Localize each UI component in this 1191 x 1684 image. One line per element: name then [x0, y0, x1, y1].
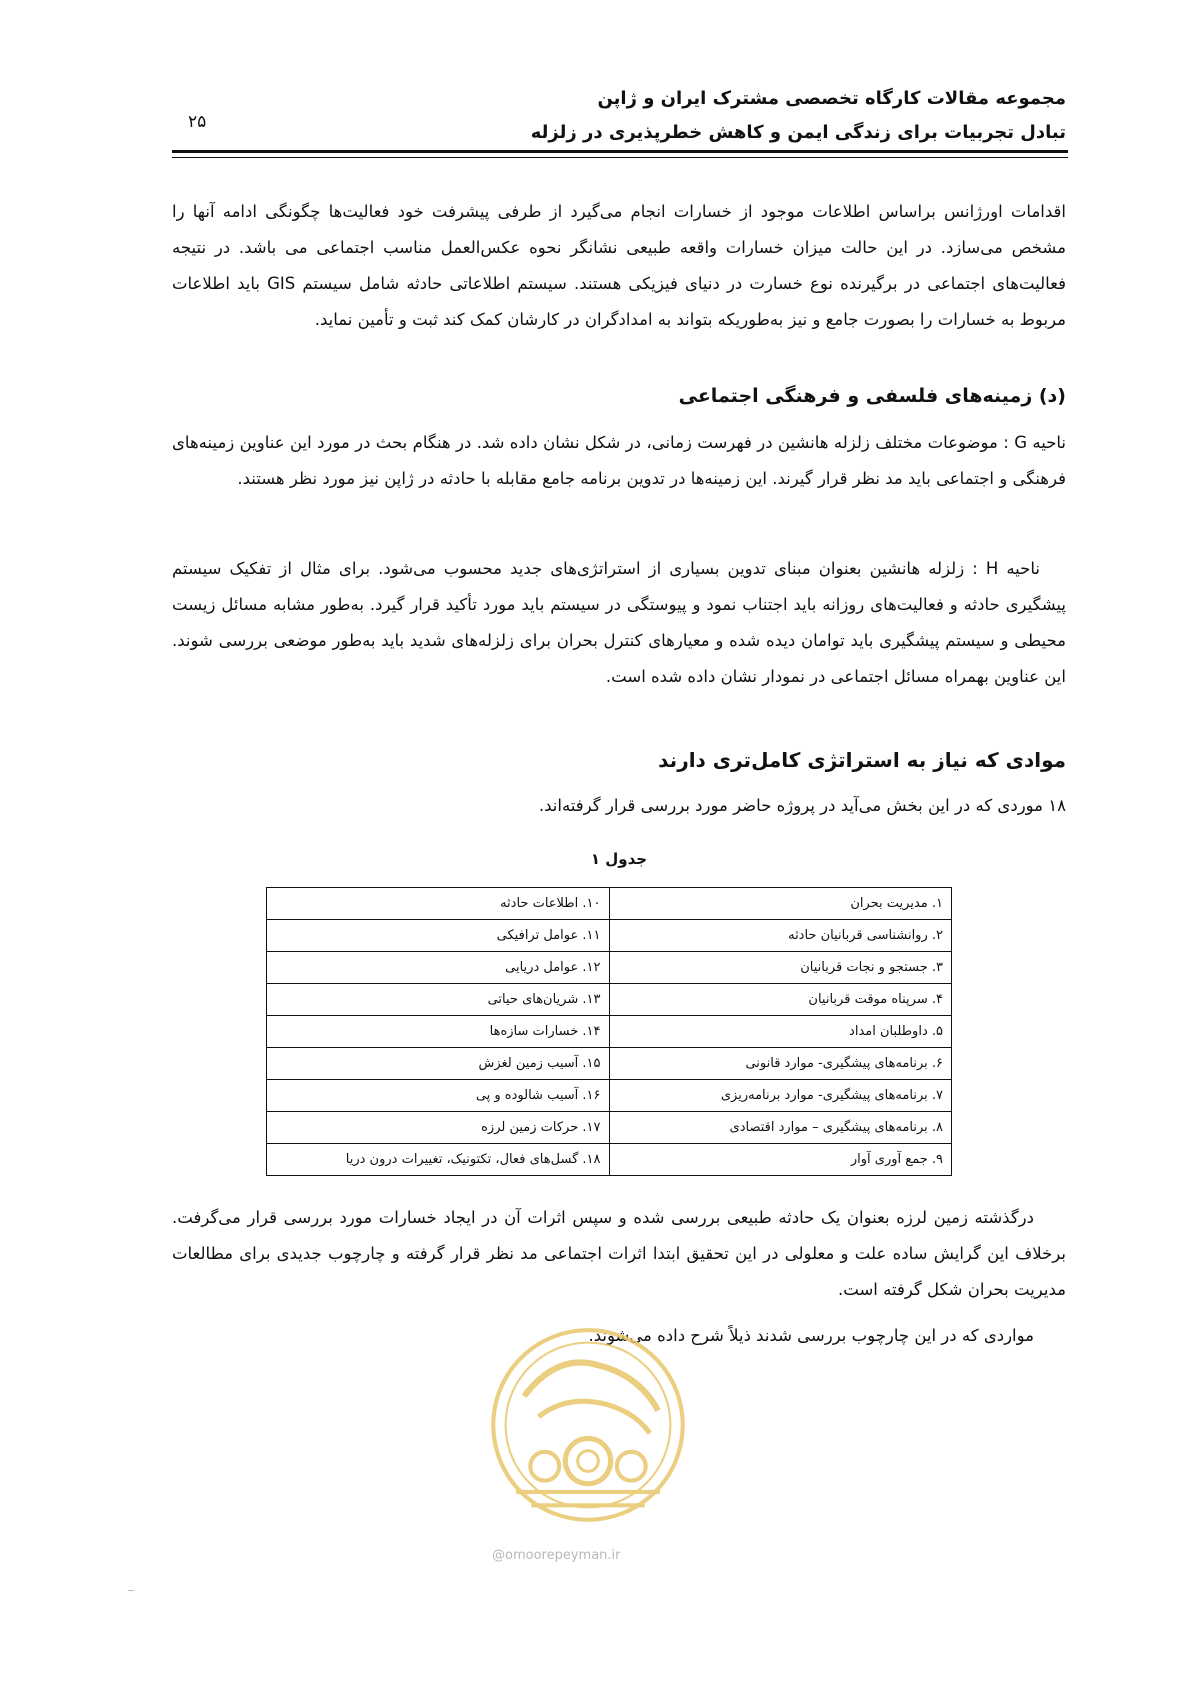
margin-mark — [128, 1590, 134, 1591]
section-heading-d: (د) زمینه‌های فلسفی و فرهنگی اجتماعی — [678, 385, 1066, 407]
hammer-icon — [617, 1452, 646, 1481]
seal-base-lines — [516, 1492, 660, 1505]
table-row — [267, 1080, 952, 1112]
table-caption: جدول ۱ — [590, 850, 648, 868]
table-cell: ۱۴. خسارات سازه‌ها — [267, 1016, 610, 1048]
table-cell: ۱. مدیریت بحران — [609, 888, 952, 920]
body-paragraph-3: ناحیه H : زلزله هانشین بعنوان مبنای تدوین بسیاری از استراتژی‌های جدید محسوب می‌شود. برای مثال از تفکیک سیستم پیشگیری حادثه و فعالیت‌های روزانه باید اجتناب نمود و پیوستگی در سیستم باید مورد تأکید قرار گیرد. به‌طور مشابه مسائل زیست محیطی و سیستم پیشگیری باید توامان دیده شده و معیارهای کنترل بحران برای زلزله‌های شدید باید به‌طور موضعی بررسی شوند. این عناوین بهمراه مسائل اجتماعی در نمودار نشان داده شده است. — [172, 559, 1066, 686]
table-row — [267, 1016, 952, 1048]
table-row — [267, 952, 952, 984]
header-rule-thick — [172, 150, 1068, 153]
header-rule-thin — [172, 157, 1068, 158]
body-paragraph-6: مواردی که در این چارچوب بررسی شدند ذیلاً شرح داده می‌شوند. — [588, 1326, 1034, 1345]
table-cell: ۶. برنامه‌های پیشگیری- موارد قانونی — [609, 1048, 952, 1080]
table-cell: ۲. روانشناسی قربانیان حادثه — [609, 920, 952, 952]
table-cell: ۱۶. آسیب شالوده و پی — [267, 1080, 610, 1112]
table-cell: ۸. برنامه‌های پیشگیری – موارد اقتصادی — [609, 1112, 952, 1144]
header-title-line2: تبادل تجربیات برای زندگی ایمن و کاهش خطرپذیری در زلزله — [530, 122, 1066, 143]
table-cell: ۱۷. حرکات زمین لرزه — [267, 1112, 610, 1144]
body-paragraph-5: درگذشته زمین لرزه بعنوان یک حادثه طبیعی بررسی شده و سپس اثرات آن در ایجاد خسارات مورد بررسی قرار می‌گرفت. برخلاف این گرایش ساده علت و معلولی در این تحقیق ابتدا اثرات اجتماعی مد نظر قرار گرفته و چارچوب جدیدی برای مطالعات مدیریت بحران شکل گرفته است. — [172, 1208, 1066, 1299]
table-row — [267, 984, 952, 1016]
table-row — [267, 920, 952, 952]
table-cell: ۴. سرپناه موقت قربانیان — [609, 984, 952, 1016]
table-cell: ۱۸. گسل‌های فعال، تکتونیک، تغییرات درون دریا — [267, 1144, 610, 1176]
table-cell: ۵. داوطلبان امداد — [609, 1016, 952, 1048]
at-icon: @ — [492, 1548, 505, 1563]
gear-hub-icon — [578, 1451, 599, 1472]
body-paragraph-4: ۱۸ موردی که در این بخش می‌آید در پروژه حاضر مورد بررسی قرار گرفته‌اند. — [538, 796, 1066, 815]
table-cell: ۱۵. آسیب زمین لغزش — [267, 1048, 610, 1080]
items-table — [266, 887, 952, 1176]
body-paragraph-1: اقدامات اورژانس براساس اطلاعات موجود از خسارات انجام می‌گیرد از طرفی پیشرفت خود فعالیت‌ها چگونگی ادامه آنها را مشخص می‌سازد. در این حالت میزان خسارات واقعه طبیعی نشانگر نحوه عکس‌العمل مناسب اجتماعی می باشد. در نتیجه فعالیت‌های اجتماعی در برگیرنده نوع خسارت در دنیای فیزیکی هستند. سیستم اطلاعاتی حادثه شامل سیستم GIS باید اطلاعات مربوط به خسارات را بصورت جامع و نیز به‌طوریکه بتواند به امدادگران در کارشان کمک کند ثبت و تأمین نماید. — [172, 202, 1066, 329]
watermark-url: omoorepeyman.ir — [505, 1548, 621, 1563]
header-titles — [366, 82, 1066, 150]
watermark-text — [492, 1548, 620, 1563]
table-cell: ۱۳. شریان‌های حیاتی — [267, 984, 610, 1016]
table-cell: ۱۱. عوامل ترافیکی — [267, 920, 610, 952]
table-cell: ۹. جمع آوری آوار — [609, 1144, 952, 1176]
scale-icon — [530, 1452, 559, 1481]
table-cell: ۱۲. عوامل دریایی — [267, 952, 610, 984]
seal-script-stroke-2 — [539, 1401, 650, 1433]
table-cell: ۱۰. اطلاعات حادثه — [267, 888, 610, 920]
section-heading-strategy: موادی که نیاز به استراتژی کامل‌تری دارند — [658, 748, 1066, 772]
body-paragraph-2: ناحیه G : موضوعات مختلف زلزله هانشین در فهرست زمانی، در شکل نشان داده شد. در هنگام بحث در مورد این عناوین زمینه‌های فرهنگی و اجتماعی باید مد نظر قرار گیرند. این زمینه‌ها در تدوین برنامه جامع مقابله با حادثه در ژاپن نیز مورد نظر هستند. — [172, 433, 1067, 488]
watermark-seal — [485, 1322, 691, 1528]
page-number: ۲۵ — [188, 112, 207, 132]
table-row — [267, 1112, 952, 1144]
table-row — [267, 888, 952, 920]
table-row — [267, 1048, 952, 1080]
table-cell: ۷. برنامه‌های پیشگیری- موارد برنامه‌ریزی — [609, 1080, 952, 1112]
table-cell: ۳. جستجو و نجات قربانیان — [609, 952, 952, 984]
table-row — [267, 1144, 952, 1176]
gear-icon — [565, 1438, 610, 1483]
header-title-line1: مجموعه مقالات کارگاه تخصصی مشترک ایران و ژاپن — [597, 88, 1066, 109]
